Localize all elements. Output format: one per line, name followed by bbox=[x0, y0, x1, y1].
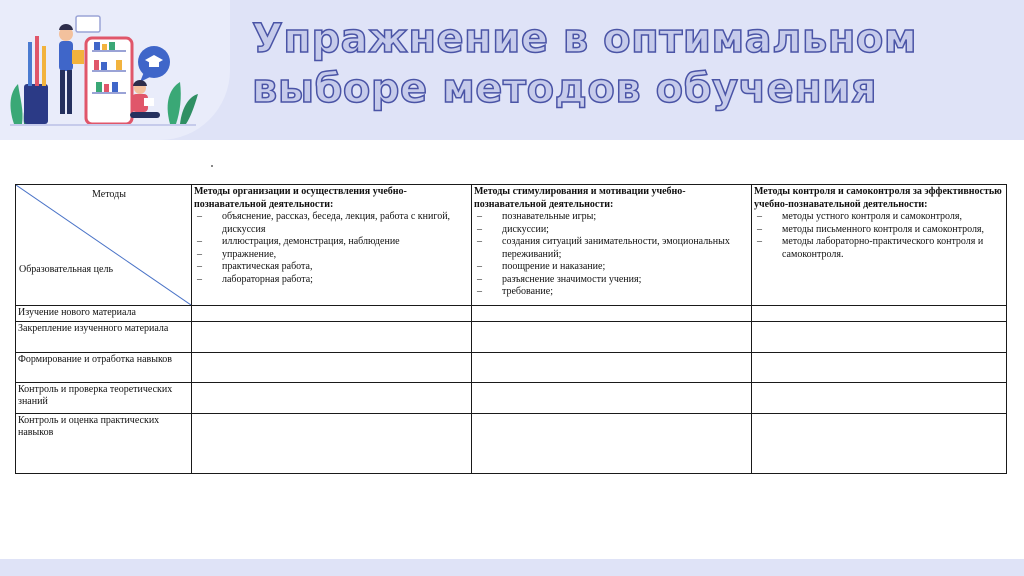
table-row bbox=[16, 306, 1007, 322]
table-cell[interactable] bbox=[472, 321, 752, 352]
table-cell[interactable] bbox=[192, 413, 472, 473]
method-list bbox=[474, 211, 749, 299]
list-item: – требование; bbox=[474, 286, 749, 299]
table-cell[interactable] bbox=[192, 352, 472, 382]
list-item: – упражнение, bbox=[194, 249, 469, 262]
method-list bbox=[754, 211, 1004, 261]
column-title: Методы контроля и самоконтроля за эффективностью учебно-познавательной деятельности: bbox=[754, 186, 1002, 210]
row-label: Закрепление изученного материала bbox=[16, 321, 192, 352]
table-cell[interactable] bbox=[472, 352, 752, 382]
table-cell[interactable] bbox=[472, 413, 752, 473]
header-row bbox=[16, 185, 1007, 306]
table-row bbox=[16, 321, 1007, 352]
stray-dot bbox=[211, 165, 213, 167]
list-item: – дискуссии; bbox=[474, 224, 749, 237]
table-row bbox=[16, 382, 1007, 413]
table-cell[interactable] bbox=[752, 352, 1007, 382]
list-item: – поощрение и наказание; bbox=[474, 261, 749, 274]
slide-title bbox=[252, 14, 917, 114]
table-row bbox=[16, 413, 1007, 473]
list-item: – методы лабораторно-практического контроля и самоконтроля. bbox=[754, 236, 1004, 261]
row-label: Изучение нового материала bbox=[16, 306, 192, 322]
corner-cell bbox=[16, 185, 192, 306]
column-title: Методы стимулирования и мотивации учебно-познавательной деятельности: bbox=[474, 186, 686, 210]
list-item: – методы письменного контроля и самоконтроля, bbox=[754, 224, 1004, 237]
column-header-organization bbox=[192, 185, 472, 306]
slide-title-line-2: выборе методов обучения bbox=[252, 66, 878, 112]
method-list bbox=[194, 211, 469, 286]
corner-label-goal: Образовательная цель bbox=[19, 264, 113, 275]
table-cell[interactable] bbox=[472, 382, 752, 413]
diagonal-divider bbox=[16, 185, 191, 305]
list-item: – иллюстрация, демонстрация, наблюдение bbox=[194, 236, 469, 249]
footer-band bbox=[0, 559, 1024, 576]
table-cell[interactable] bbox=[752, 306, 1007, 322]
table-cell[interactable] bbox=[192, 306, 472, 322]
table-cell[interactable] bbox=[752, 382, 1007, 413]
table-cell[interactable] bbox=[192, 382, 472, 413]
table-cell[interactable] bbox=[752, 321, 1007, 352]
row-label: Контроль и проверка теоретических знаний bbox=[16, 382, 192, 413]
table-cell[interactable] bbox=[192, 321, 472, 352]
slide-title-line-1: Упражнение в оптимальном bbox=[252, 16, 918, 62]
corner-label-methods: Методы bbox=[92, 189, 126, 200]
list-item: – познавательные игры; bbox=[474, 211, 749, 224]
column-header-motivation bbox=[472, 185, 752, 306]
table-row bbox=[16, 352, 1007, 382]
list-item: – практическая работа, bbox=[194, 261, 469, 274]
table-cell[interactable] bbox=[752, 413, 1007, 473]
column-title: Методы организации и осуществления учебно-познавательной деятельности: bbox=[194, 186, 407, 210]
list-item: – объяснение, рассказ, беседа, лекция, работа с книгой, дискуссия bbox=[194, 211, 469, 236]
row-label: Формирование и отработка навыков bbox=[16, 352, 192, 382]
education-illustration bbox=[4, 6, 200, 130]
list-item: – создания ситуаций занимательности, эмоциональных переживаний; bbox=[474, 236, 749, 261]
methods-table bbox=[15, 184, 1007, 474]
table-cell[interactable] bbox=[472, 306, 752, 322]
row-label: Контроль и оценка практических навыков bbox=[16, 413, 192, 473]
column-header-control bbox=[752, 185, 1007, 306]
list-item: – методы устного контроля и самоконтроля, bbox=[754, 211, 1004, 224]
list-item: – разъяснение значимости учения; bbox=[474, 274, 749, 287]
list-item: – лабораторная работа; bbox=[194, 274, 469, 287]
